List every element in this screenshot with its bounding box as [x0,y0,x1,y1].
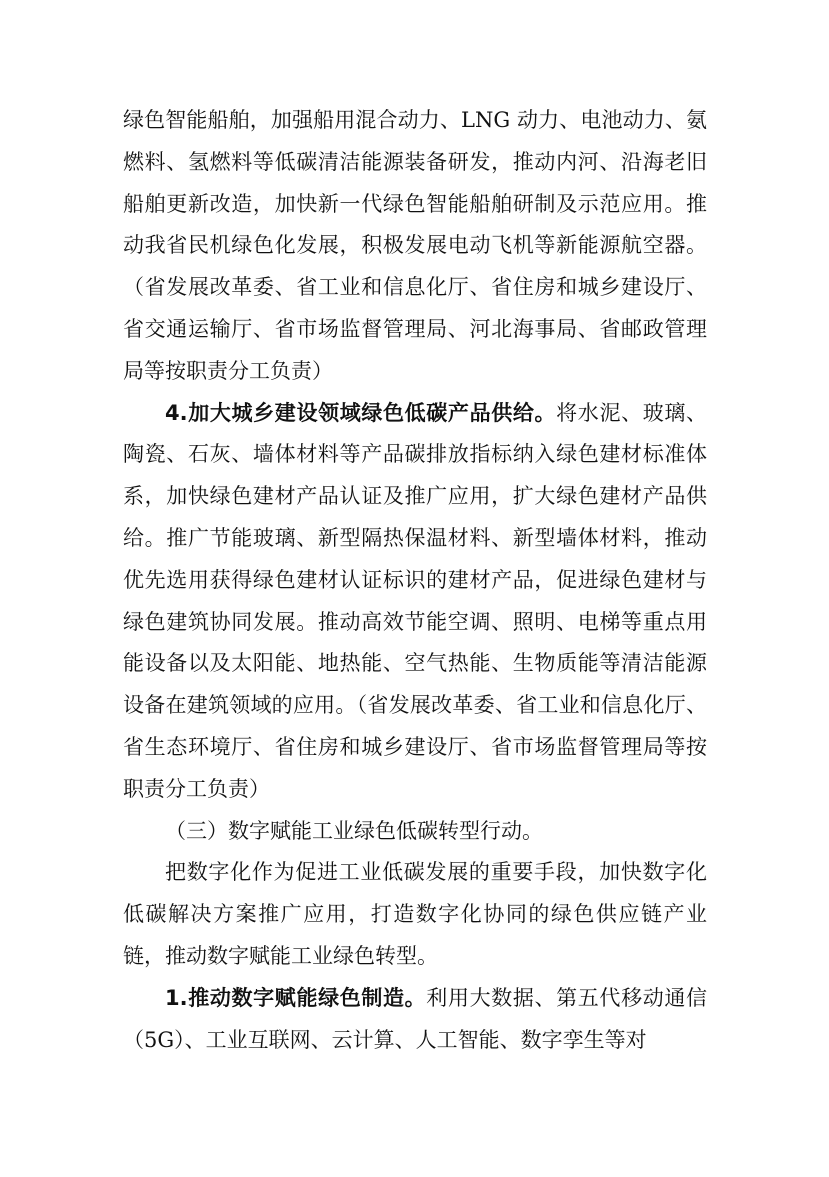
paragraph-building-materials [123,393,707,811]
document-body [123,100,707,1061]
paragraph-heading: 4.加大城乡建设领域绿色低碳产品供给。 [165,400,557,425]
paragraph-digital-intro [123,852,707,977]
paragraph-text: 利用大数据、第五代移动通信（5G）、工业互联网、云计算、人工智能、数字孪生等对 [123,985,707,1052]
paragraph-green-ships [123,100,707,393]
paragraph-text: 将水泥、玻璃、陶瓷、石灰、墙体材料等产品碳排放指标纳入绿色建材标准体系，加快绿色建材产品认证及推广应用，扩大绿色建材产品供给。推广节能玻璃、新型隔热保温材料、新型墙体材料，推动优先选用获得绿色建材认证标识的建材产品，促进绿色建材与绿色建筑协同发展。推动高效节能空调、照明、电梯等重点用能设备以及太阳能、地热能、空气热能、生物质能等清洁能源设备在建筑领域的应用。（省发展改革委、省工业和信息化厅、省生态环境厅、省住房和城乡建设厅、省市场监督管理局等按职责分工负责） [123,400,708,801]
paragraph-text: 绿色智能船舶，加强船用混合动力、LNG 动力、电池动力、氨燃料、氢燃料等低碳清洁能源装备研发，推动内河、沿海老旧船舶更新改造，加快新一代绿色智能船舶研制及示范应用。推动我省民机绿色化发展，积极发展电动飞机等新能源航空器。（省发展改革委、省工业和信息化厅、省住房和城乡建设厅、省交通运输厅、省市场监督管理局、河北海事局、省邮政管理局等按职责分工负责） [123,108,707,383]
paragraph-digital-manufacturing [123,978,707,1062]
section-heading-digital [123,811,707,853]
section-heading-text: （三）数字赋能工业绿色低碳转型行动。 [165,818,543,843]
paragraph-heading: 1.推动数字赋能绿色制造。 [165,985,427,1010]
paragraph-text: 把数字化作为促进工业低碳发展的重要手段，加快数字化低碳解决方案推广应用，打造数字化协同的绿色供应链产业链，推动数字赋能工业绿色转型。 [123,860,707,968]
